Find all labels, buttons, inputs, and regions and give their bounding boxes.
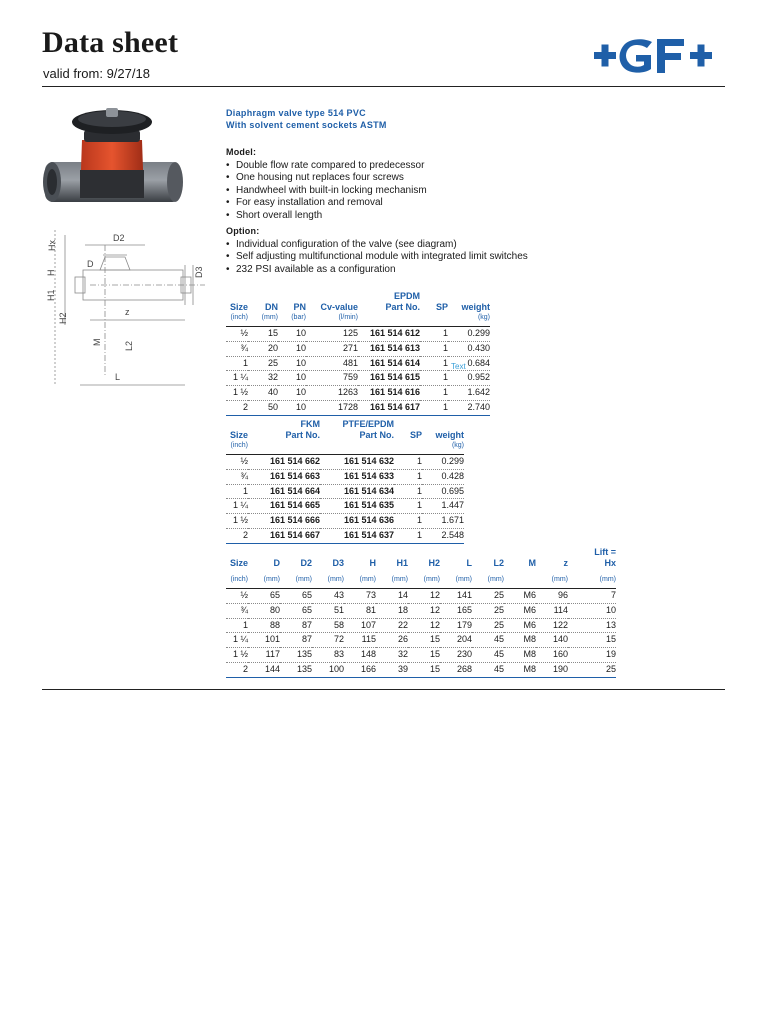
unit-label: (bar) — [291, 314, 306, 321]
table-cell: 161 514 615 — [358, 371, 420, 386]
col-header: H — [369, 558, 376, 568]
table-cell: 1728 — [306, 400, 358, 415]
table-cell: 161 514 667 — [248, 528, 320, 543]
table-row — [226, 633, 616, 648]
table-cell: 25 — [472, 603, 504, 618]
table-cell: 0.430 — [448, 341, 490, 356]
table-row — [226, 528, 464, 543]
table-cell: 1 — [420, 400, 448, 415]
table-cell: 81 — [344, 603, 376, 618]
table-cell: 32 — [376, 648, 408, 663]
table-cell: 1 — [420, 341, 448, 356]
col-header-dn: DN — [265, 302, 278, 312]
table-cell: 1 — [420, 327, 448, 342]
table-cell: 73 — [344, 589, 376, 604]
option-list — [226, 239, 606, 276]
table-cell: 25 — [248, 356, 278, 371]
list-item: • 232 PSI available as a configuration — [226, 264, 606, 276]
table-cell: 25 — [568, 662, 616, 677]
table-cell: 0.952 — [448, 371, 490, 386]
table-cell: 0.299 — [448, 327, 490, 342]
table-cell: 2 — [226, 528, 248, 543]
drawing-label-d: D — [87, 259, 94, 269]
gf-logo-icon — [594, 36, 728, 76]
model-list — [226, 160, 606, 222]
table-row — [226, 469, 464, 484]
unit-label — [358, 313, 420, 327]
table-row — [226, 499, 464, 514]
table-cell: 1 — [394, 528, 422, 543]
table-cell: ¾ — [226, 469, 248, 484]
table-cell: 1 ¼ — [226, 499, 248, 514]
table-cell: 166 — [344, 662, 376, 677]
table-cell: 10 — [278, 400, 306, 415]
table-cell: 65 — [248, 589, 280, 604]
model-label: Model: — [226, 147, 257, 157]
table-row — [226, 327, 490, 342]
table-cell: 0.428 — [422, 469, 464, 484]
valid-from-date: valid from: 9/27/18 — [43, 66, 150, 81]
table-cell: 65 — [280, 589, 312, 604]
unit-label — [248, 441, 320, 455]
product-subtitle: With solvent cement sockets ASTM — [226, 120, 387, 130]
table-cell: 1 — [226, 618, 248, 633]
unit-label: (mm) — [391, 576, 408, 583]
table-cell: 87 — [280, 618, 312, 633]
table-cell: 161 514 632 — [320, 455, 394, 470]
table-cell: 2.740 — [448, 400, 490, 415]
table-row — [226, 386, 490, 401]
table-cell: 0.695 — [422, 484, 464, 499]
drawing-label-hx: Hx — [47, 240, 57, 251]
drawing-label-l2: L2 — [124, 340, 134, 351]
header-divider — [42, 86, 725, 87]
table-cell: ½ — [226, 327, 248, 342]
col-header-pn: PN — [293, 302, 306, 312]
table-cell: 15 — [408, 648, 440, 663]
table-cell: 161 514 612 — [358, 327, 420, 342]
table-cell: 40 — [248, 386, 278, 401]
table-cell: 50 — [248, 400, 278, 415]
page-title: Data sheet — [42, 26, 179, 59]
unit-label: (mm) — [423, 576, 440, 583]
table-cell: 114 — [536, 603, 568, 618]
table-cell: 268 — [440, 662, 472, 677]
col-header-cv: Cv-value — [320, 302, 358, 312]
table-cell: 15 — [568, 633, 616, 648]
table-cell: 759 — [306, 371, 358, 386]
table-cell: 96 — [536, 589, 568, 604]
table-cell: 14 — [376, 589, 408, 604]
table-row — [226, 341, 490, 356]
table-cell: 10 — [278, 341, 306, 356]
col-header-weight: weight — [435, 430, 464, 440]
table-cell: 100 — [312, 662, 344, 677]
table-cell: 1.447 — [422, 499, 464, 514]
table-cell: 2.548 — [422, 528, 464, 543]
drawing-label-m: M — [92, 338, 102, 346]
product-info — [226, 107, 606, 276]
table-cell: 161 514 633 — [320, 469, 394, 484]
table-cell: 43 — [312, 589, 344, 604]
list-item: • Self adjusting multifunctional module with integrated limit switches — [226, 251, 606, 263]
table-cell: 87 — [280, 633, 312, 648]
table-cell: ½ — [226, 589, 248, 604]
drawing-label-l: L — [115, 372, 121, 382]
table-cell: 190 — [536, 662, 568, 677]
unit-label: (mm) — [261, 314, 278, 321]
valve-photo — [40, 100, 185, 220]
table-cell: 72 — [312, 633, 344, 648]
table-cell: ¾ — [226, 603, 248, 618]
list-item: • Handwheel with built-in locking mechanism — [226, 185, 606, 197]
table-cell: 22 — [376, 618, 408, 633]
table-cell: 2 — [226, 662, 248, 677]
table-cell: 117 — [248, 648, 280, 663]
list-item: • Short overall length — [226, 210, 606, 222]
table-cell: 1 — [226, 484, 248, 499]
table-cell: M6 — [504, 603, 536, 618]
table-cell: 1 — [394, 469, 422, 484]
table-cell: 58 — [312, 618, 344, 633]
table-cell: 1 — [394, 499, 422, 514]
table-cell: 45 — [472, 648, 504, 663]
table-row — [226, 514, 464, 529]
table-row — [226, 484, 464, 499]
unit-label — [420, 313, 448, 327]
table-cell: 107 — [344, 618, 376, 633]
table-cell: 122 — [536, 618, 568, 633]
unit-label: (inch) — [230, 442, 248, 449]
drawing-label-h1: H1 — [46, 289, 56, 301]
list-item: • One housing nut replaces four screws — [226, 172, 606, 184]
table-row — [226, 589, 616, 604]
table-cell: 12 — [408, 603, 440, 618]
fkm-ptfe-parts-table — [226, 419, 464, 544]
table-cell: ½ — [226, 455, 248, 470]
col-header: H2 — [428, 558, 440, 568]
table-cell: 144 — [248, 662, 280, 677]
table-row — [226, 455, 464, 470]
table-cell: M6 — [504, 618, 536, 633]
list-item: • Individual configuration of the valve (see diagram) — [226, 239, 606, 251]
table-cell: 10 — [278, 327, 306, 342]
table-cell: 65 — [280, 603, 312, 618]
unit-label — [320, 441, 394, 455]
table-cell: 101 — [248, 633, 280, 648]
table-cell: 204 — [440, 633, 472, 648]
option-label: Option: — [226, 226, 260, 237]
unit-label: (inch) — [230, 576, 248, 583]
unit-label: (mm) — [263, 576, 280, 583]
table-row — [226, 648, 616, 663]
dimensions-table — [226, 547, 616, 678]
table-cell: 0.684 — [448, 356, 490, 371]
product-title: Diaphragm valve type 514 PVC — [226, 108, 366, 118]
table-cell: 45 — [472, 633, 504, 648]
unit-label: (kg) — [451, 442, 464, 449]
table-cell: 161 514 665 — [248, 499, 320, 514]
table-cell: M8 — [504, 633, 536, 648]
table-cell: 25 — [472, 618, 504, 633]
drawing-label-d3: D3 — [194, 266, 204, 278]
table-cell: 10 — [278, 356, 306, 371]
table-cell: ¾ — [226, 341, 248, 356]
unit-label: (mm) — [599, 576, 616, 583]
table-cell: 135 — [280, 648, 312, 663]
table-cell: 18 — [376, 603, 408, 618]
col-header: D2 — [300, 558, 312, 568]
table-cell: 1 — [420, 371, 448, 386]
table-cell: 51 — [312, 603, 344, 618]
table-cell: 161 514 636 — [320, 514, 394, 529]
table-cell: 161 514 663 — [248, 469, 320, 484]
table-cell: 161 514 666 — [248, 514, 320, 529]
table-cell: 1 — [420, 356, 448, 371]
table-cell: 161 514 616 — [358, 386, 420, 401]
table-cell: 115 — [344, 633, 376, 648]
table-row — [226, 662, 616, 677]
table-cell: 10 — [278, 371, 306, 386]
col-header: L — [466, 558, 472, 568]
table-cell: 32 — [248, 371, 278, 386]
unit-label: (mm) — [487, 576, 504, 583]
table-cell: 15 — [408, 662, 440, 677]
text-overlay-label: Text — [451, 362, 466, 371]
table-cell: 140 — [536, 633, 568, 648]
table-cell: 15 — [408, 633, 440, 648]
table-cell: 160 — [536, 648, 568, 663]
table-cell: 1 ½ — [226, 386, 248, 401]
unit-label — [394, 441, 422, 455]
table-cell: 12 — [408, 618, 440, 633]
drawing-label-z: z — [125, 307, 130, 317]
table-cell: 161 514 614 — [358, 356, 420, 371]
table-cell: 1 — [394, 455, 422, 470]
table-cell: 80 — [248, 603, 280, 618]
table-cell: 1 ¼ — [226, 371, 248, 386]
table-cell: 179 — [440, 618, 472, 633]
table-cell: 13 — [568, 618, 616, 633]
unit-label: (mm) — [359, 576, 376, 583]
table-cell: M8 — [504, 662, 536, 677]
col-header-size: Size — [229, 430, 248, 440]
table-cell: 1 — [226, 356, 248, 371]
table-cell: 161 514 637 — [320, 528, 394, 543]
table-cell: 1 — [420, 386, 448, 401]
unit-label: (mm) — [551, 576, 568, 583]
epdm-parts-table — [226, 291, 490, 416]
unit-label: (inch) — [230, 314, 248, 321]
table-cell: 135 — [280, 662, 312, 677]
unit-label: (l/min) — [338, 314, 358, 321]
table-cell: 12 — [408, 589, 440, 604]
table-cell: 1.671 — [422, 514, 464, 529]
table-row — [226, 400, 490, 415]
col-header-weight: weight — [461, 302, 490, 312]
col-header-epdm: EPDM Part No. — [385, 291, 420, 312]
unit-label: (kg) — [477, 314, 490, 321]
dimension-drawing — [45, 225, 220, 390]
col-header: z — [563, 558, 568, 568]
col-header: H1 — [396, 558, 408, 568]
table-cell: 271 — [306, 341, 358, 356]
drawing-label-h2: H2 — [58, 312, 68, 324]
col-header: Size — [229, 558, 248, 568]
table-cell: 1.642 — [448, 386, 490, 401]
table-cell: M6 — [504, 589, 536, 604]
table-cell: 83 — [312, 648, 344, 663]
table-cell: M8 — [504, 648, 536, 663]
table-cell: 161 514 635 — [320, 499, 394, 514]
table-cell: 1 — [394, 514, 422, 529]
table-cell: 15 — [248, 327, 278, 342]
footer-divider — [42, 689, 725, 690]
table-cell: 0.299 — [422, 455, 464, 470]
table-cell: 1 ½ — [226, 514, 248, 529]
table-cell: 125 — [306, 327, 358, 342]
unit-label: (mm) — [455, 576, 472, 583]
table-row — [226, 371, 490, 386]
table-cell: 1 ¼ — [226, 633, 248, 648]
table-cell: 1 ½ — [226, 648, 248, 663]
table-cell: 481 — [306, 356, 358, 371]
table-cell: 161 514 617 — [358, 400, 420, 415]
table-cell: 25 — [472, 589, 504, 604]
unit-label: (mm) — [327, 576, 344, 583]
table-row — [226, 603, 616, 618]
table-cell: 20 — [248, 341, 278, 356]
col-header: L2 — [493, 558, 504, 568]
table-cell: 45 — [472, 662, 504, 677]
col-header-fkm: FKM Part No. — [285, 419, 320, 440]
table-row — [226, 618, 616, 633]
table-cell: 230 — [440, 648, 472, 663]
col-header-size: Size — [229, 302, 248, 312]
unit-label: (mm) — [295, 576, 312, 583]
table-cell: 10 — [568, 603, 616, 618]
col-header-sp: SP — [409, 430, 422, 440]
table-cell: 19 — [568, 648, 616, 663]
list-item: • For easy installation and removal — [226, 197, 606, 209]
col-header: D — [273, 558, 280, 568]
table-cell: 10 — [278, 386, 306, 401]
list-item: • Double flow rate compared to predecessor — [226, 160, 606, 172]
table-cell: 161 514 634 — [320, 484, 394, 499]
table-cell: 1 — [394, 484, 422, 499]
table-cell: 39 — [376, 662, 408, 677]
drawing-label-d2: D2 — [113, 233, 125, 243]
table-cell: 88 — [248, 618, 280, 633]
table-cell: 26 — [376, 633, 408, 648]
table-cell: 161 514 613 — [358, 341, 420, 356]
table-cell: 165 — [440, 603, 472, 618]
table-cell: 148 — [344, 648, 376, 663]
table-cell: 161 514 662 — [248, 455, 320, 470]
col-header-sp: SP — [435, 302, 448, 312]
unit-label — [504, 569, 536, 589]
table-cell: 2 — [226, 400, 248, 415]
table-cell: 141 — [440, 589, 472, 604]
table-cell: 161 514 664 — [248, 484, 320, 499]
table-cell: 1263 — [306, 386, 358, 401]
col-header: D3 — [332, 558, 344, 568]
table-cell: 7 — [568, 589, 616, 604]
col-header-ptfe: PTFE/EPDM Part No. — [342, 419, 394, 440]
drawing-label-h: H — [46, 269, 56, 276]
col-header: M — [528, 558, 536, 568]
col-header: Lift = Hx — [594, 547, 616, 568]
